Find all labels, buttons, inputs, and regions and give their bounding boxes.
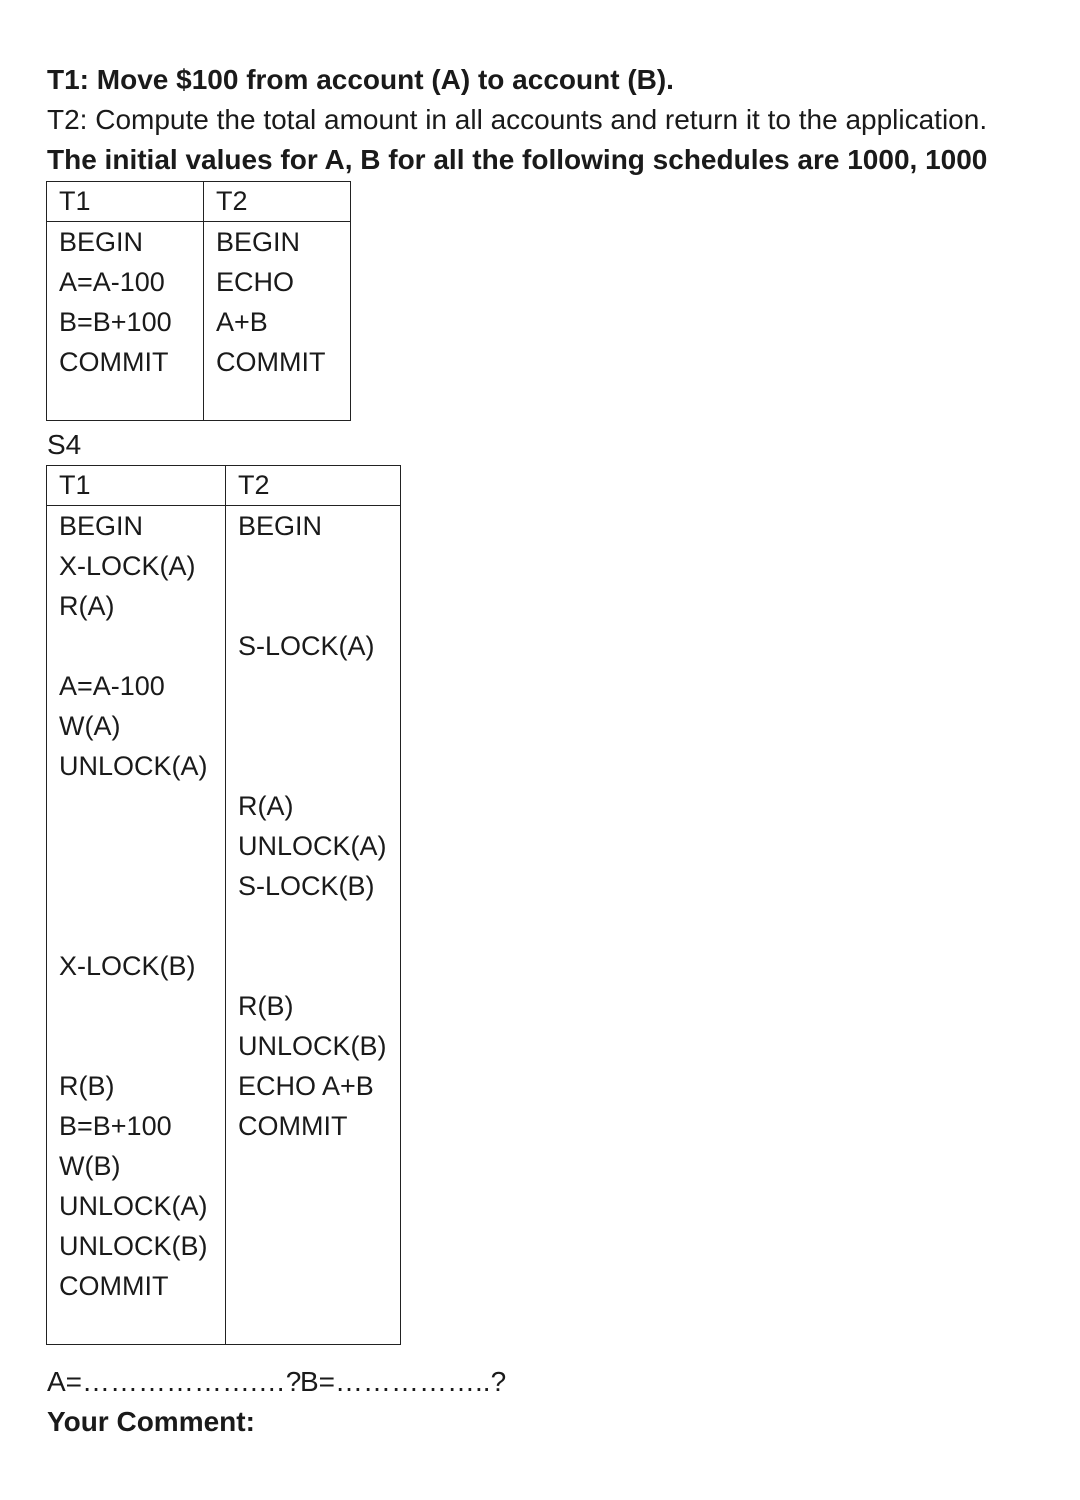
transactions-table	[46, 181, 351, 421]
schedule-t1-step: UNLOCK(A)	[59, 751, 208, 781]
schedule-t2-step	[238, 746, 400, 786]
schedule-t1-step: R(B)	[59, 1071, 115, 1101]
table1-t2-line: BEGIN	[216, 227, 301, 257]
schedule-t2-step: BEGIN	[238, 511, 323, 541]
schedule-col-t2	[226, 506, 401, 1345]
schedule-t1-step: R(A)	[59, 591, 115, 621]
table1-t1-line: B=B+100	[59, 307, 172, 337]
schedule-t2-step: R(B)	[238, 991, 294, 1021]
schedule-t1-step: B=B+100	[59, 1111, 172, 1141]
schedule-t2-step	[238, 586, 400, 626]
comment-label: Your Comment:	[47, 1406, 255, 1437]
schedule-t1-step: X-LOCK(B)	[59, 951, 196, 981]
schedule-t2-step: UNLOCK(B)	[238, 1031, 387, 1061]
initial-values-note: The initial values for A, B for all the following schedules are 1000, 1000	[47, 144, 988, 175]
schedule-t1-step: X-LOCK(A)	[59, 551, 196, 581]
schedule-t1-step: A=A-100	[59, 671, 165, 701]
answer-a-blank: A=……………….…?	[47, 1366, 302, 1397]
schedule-t1-step	[59, 1026, 225, 1066]
table1-t2-line: A+B	[216, 307, 268, 337]
table1-t2-line: COMMIT	[216, 347, 326, 377]
schedule-t2-step	[238, 666, 400, 706]
schedule-t2-step	[238, 546, 400, 586]
schedule-header-t1: T1	[47, 466, 226, 506]
schedule-t1-step	[59, 866, 225, 906]
table1-col-t2	[204, 222, 351, 421]
schedule-t1-step: UNLOCK(A)	[59, 1191, 208, 1221]
table1-t1-line: COMMIT	[59, 347, 169, 377]
answer-b-blank: B=……………..?	[300, 1366, 507, 1397]
table1-col-t1	[47, 222, 204, 421]
table1-t2-line: ECHO	[216, 267, 295, 297]
schedule-t1-step: COMMIT	[59, 1271, 169, 1301]
schedule-t1-step: W(A)	[59, 711, 121, 741]
schedule-t2-step	[238, 946, 400, 986]
schedule-label: S4	[47, 429, 82, 460]
table1-header-t1: T1	[47, 182, 204, 222]
schedule-t1-step	[59, 906, 225, 946]
schedule-t1-step	[59, 786, 225, 826]
schedule-t2-step: COMMIT	[238, 1111, 348, 1141]
schedule-t2-step: S-LOCK(B)	[238, 871, 375, 901]
schedule-t2-step	[238, 706, 400, 746]
table1-header-t2: T2	[204, 182, 351, 222]
schedule-t1-step: W(B)	[59, 1151, 121, 1181]
schedule-t1-step: BEGIN	[59, 511, 144, 541]
t2-description: T2: Compute the total amount in all accounts and return it to the application.	[47, 104, 988, 135]
t1-description: T1: Move $100 from account (A) to account (B).	[47, 64, 674, 95]
schedule-header-t2: T2	[226, 466, 401, 506]
schedule-t2-step: UNLOCK(A)	[238, 831, 387, 861]
schedule-t2-step	[238, 906, 400, 946]
schedule-t1-step	[59, 826, 225, 866]
schedule-t1-step: UNLOCK(B)	[59, 1231, 208, 1261]
schedule-col-t1	[47, 506, 226, 1345]
schedule-t2-step: S-LOCK(A)	[238, 631, 375, 661]
schedule-table	[46, 465, 401, 1345]
table1-t1-line: BEGIN	[59, 227, 144, 257]
schedule-t2-step: ECHO A+B	[238, 1071, 374, 1101]
schedule-t1-step	[59, 626, 225, 666]
table1-t1-line: A=A-100	[59, 267, 165, 297]
schedule-t2-step: R(A)	[238, 791, 294, 821]
schedule-t1-step	[59, 986, 225, 1026]
